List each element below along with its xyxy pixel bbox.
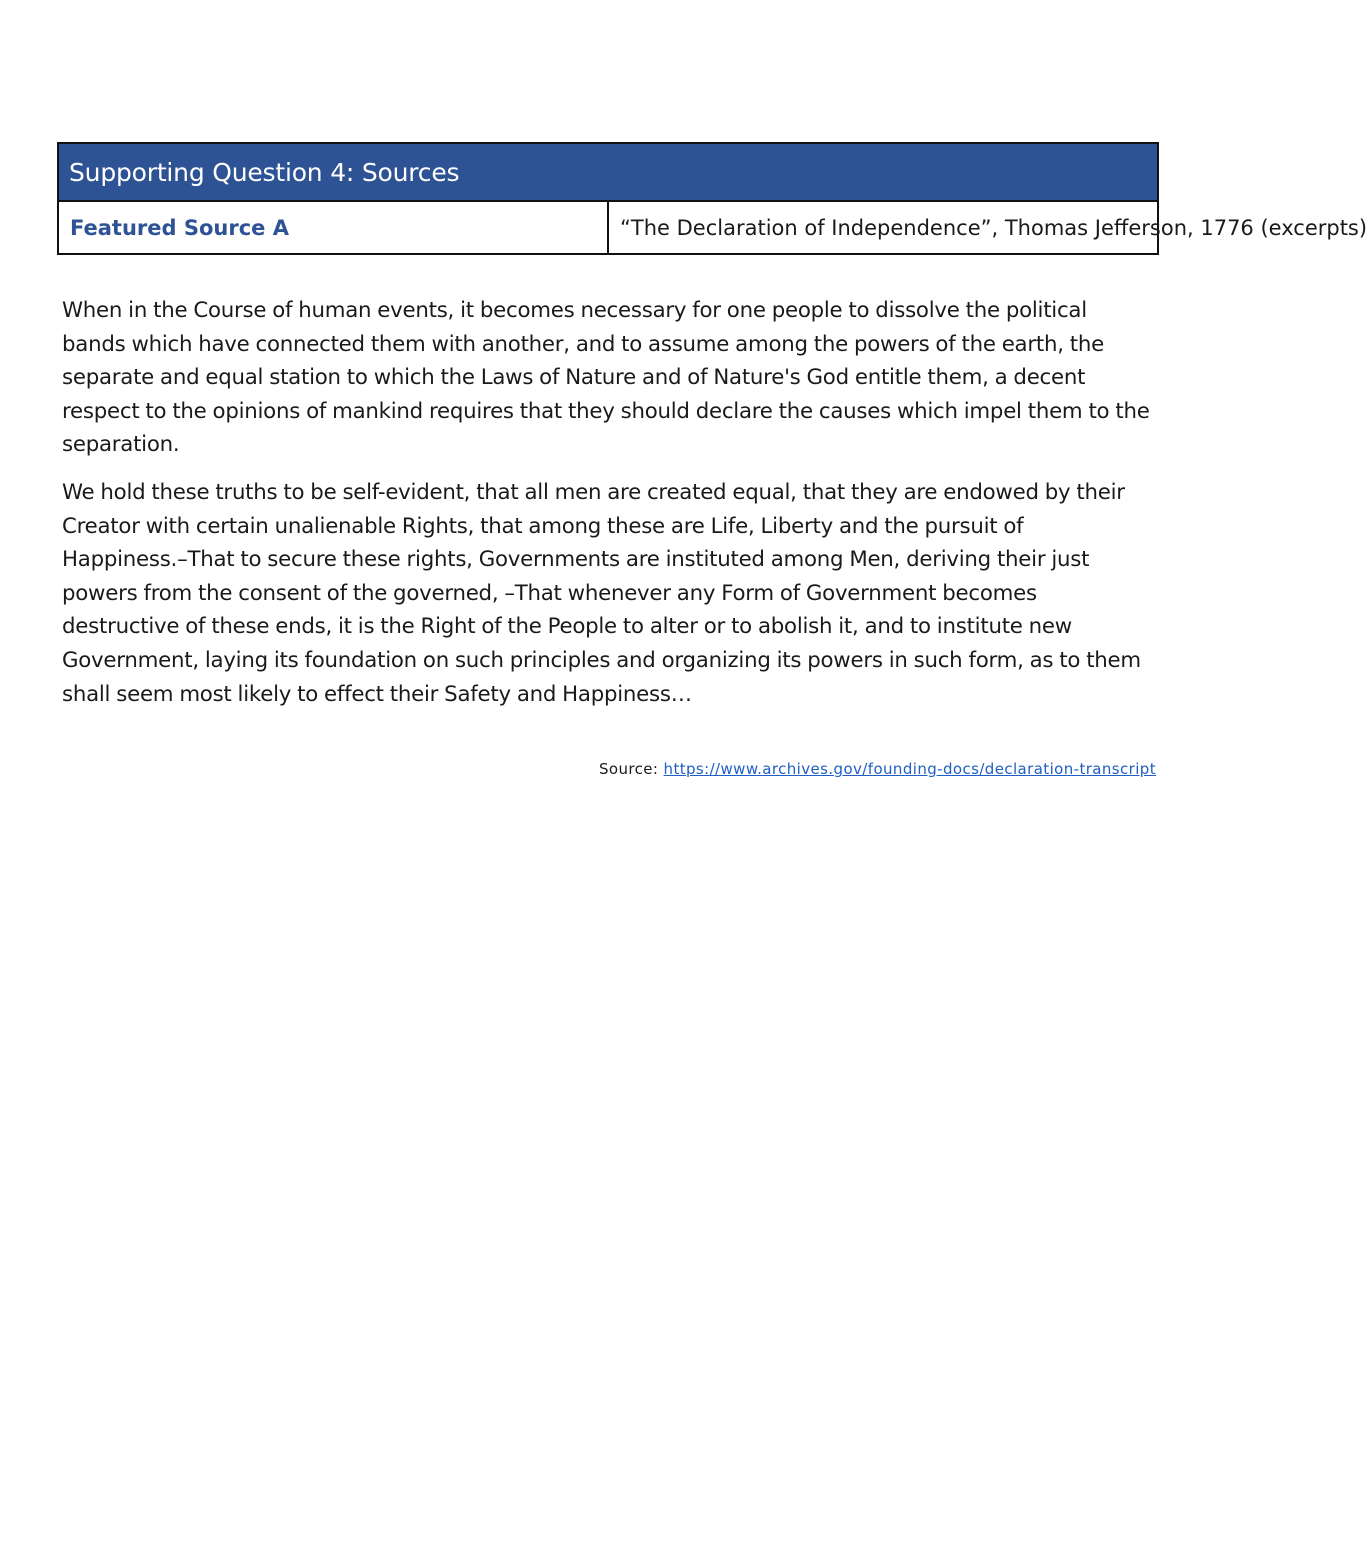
featured-source-label: Featured Source A [58, 201, 608, 254]
excerpt-paragraph-1: When in the Course of human events, it becomes necessary for one people to dissolve the political bands which have connected them with another, and to assume among the powers of the earth, the separate and equal station to which the Laws of Nature and of Nature's God entitle them, a decent respect to the opinions of mankind requires that they should declare the causes which impel them to the separation. [62, 298, 1150, 458]
excerpt-body [62, 294, 1154, 725]
source-table [57, 142, 1367, 255]
source-citation [599, 760, 1156, 778]
header-row [58, 143, 1158, 201]
excerpt-paragraph-2: We hold these truths to be self-evident, that all men are created equal, that they are endowed by their Creator with certain unalienable Rights, that among these are Life, Liberty and the pursuit of Happiness.–That to secure these rights, Governments are instituted among Men, deriving their just powers from the consent of the governed, –That whenever any Form of Government becomes destructive of these ends, it is the Right of the People to alter or to abolish it, and to institute new Government, laying its foundation on such principles and organizing its powers in such form, as to them shall seem most likely to effect their Safety and Happiness… [62, 479, 1141, 707]
citation-prefix: Source: [598, 760, 664, 778]
source-link[interactable]: https://www.archives.gov/founding-docs/declaration-transcript [663, 760, 1156, 778]
section-header: Supporting Question 4: Sources [58, 143, 1158, 201]
featured-source-row [58, 201, 1158, 254]
featured-source-title: “The Declaration of Independence”, Thomas Jefferson, 1776 (excerpts) [608, 201, 1158, 254]
